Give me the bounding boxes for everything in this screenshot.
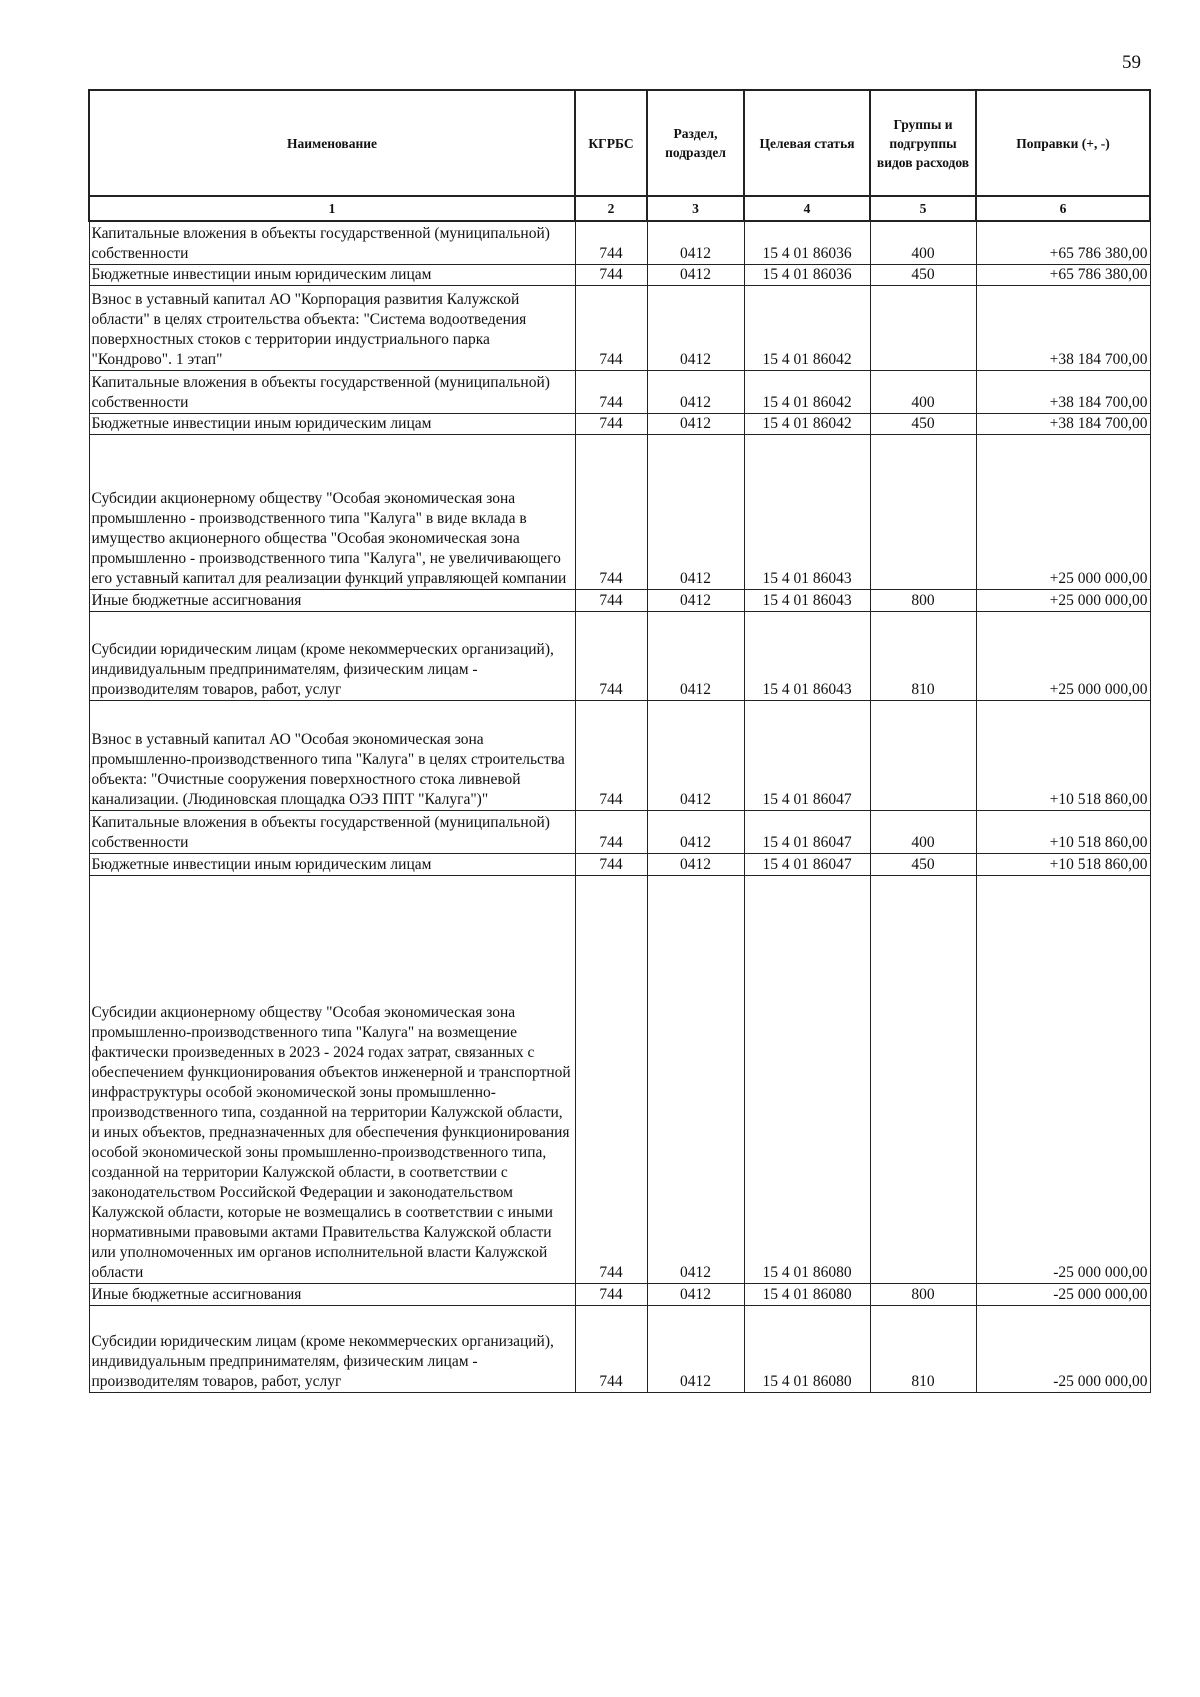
cell-amount: +65 786 380,00	[976, 221, 1150, 264]
cell-kgrbs: 744	[575, 264, 647, 285]
cell-name: Взнос в уставный капитал АО "Корпорация развития Калужской области" в целях строительства объекта: "Система водоотведения поверхностных стоков с территории индустриального парка "Кондрово". 1 этап"	[89, 285, 575, 370]
table-row	[89, 285, 1150, 370]
cell-amount: +10 518 860,00	[976, 853, 1150, 875]
cell-amount: -25 000 000,00	[976, 875, 1150, 1283]
cell-name: Капитальные вложения в объекты государственной (муниципальной) собственности	[89, 370, 575, 413]
cell-section: 0412	[647, 221, 744, 264]
cell-group: 800	[870, 589, 976, 611]
budget-amendments-table	[88, 89, 1151, 1393]
cell-name: Бюджетные инвестиции иным юридическим лицам	[89, 853, 575, 875]
column-numbers-row	[89, 196, 1150, 221]
cell-group: 400	[870, 370, 976, 413]
cell-section: 0412	[647, 810, 744, 853]
cell-name: Капитальные вложения в объекты государственной (муниципальной) собственности	[89, 221, 575, 264]
cell-kgrbs: 744	[575, 221, 647, 264]
cell-target: 15 4 01 86042	[744, 413, 870, 434]
cell-target: 15 4 01 86042	[744, 370, 870, 413]
cell-amount: +65 786 380,00	[976, 264, 1150, 285]
cell-amount: -25 000 000,00	[976, 1305, 1150, 1392]
cell-target: 15 4 01 86043	[744, 589, 870, 611]
cell-section: 0412	[647, 413, 744, 434]
table-row	[89, 810, 1150, 853]
cell-target: 15 4 01 86036	[744, 221, 870, 264]
cell-kgrbs: 744	[575, 434, 647, 589]
cell-section: 0412	[647, 875, 744, 1283]
cell-name: Иные бюджетные ассигнования	[89, 1283, 575, 1305]
cell-name: Субсидии юридическим лицам (кроме некоммерческих организаций), индивидуальным предпринимателям, физическим лицам - производителям товаров, работ, услуг	[89, 1305, 575, 1392]
cell-group: 800	[870, 1283, 976, 1305]
table-row	[89, 264, 1150, 285]
cell-kgrbs: 744	[575, 611, 647, 700]
cell-amount: +38 184 700,00	[976, 285, 1150, 370]
column-number: 2	[575, 196, 647, 221]
cell-group: 450	[870, 853, 976, 875]
cell-kgrbs: 744	[575, 853, 647, 875]
cell-kgrbs: 744	[575, 1305, 647, 1392]
cell-kgrbs: 744	[575, 285, 647, 370]
cell-name: Иные бюджетные ассигнования	[89, 589, 575, 611]
table-row	[89, 875, 1150, 1283]
table-row	[89, 434, 1150, 589]
cell-target: 15 4 01 86043	[744, 434, 870, 589]
cell-section: 0412	[647, 264, 744, 285]
cell-amount: -25 000 000,00	[976, 1283, 1150, 1305]
column-number: 5	[870, 196, 976, 221]
cell-target: 15 4 01 86080	[744, 1305, 870, 1392]
cell-section: 0412	[647, 611, 744, 700]
cell-group: 810	[870, 611, 976, 700]
header-kgrbs: КГРБС	[575, 90, 647, 196]
cell-amount: +38 184 700,00	[976, 413, 1150, 434]
cell-group: 810	[870, 1305, 976, 1392]
table-row	[89, 1305, 1150, 1392]
cell-section: 0412	[647, 853, 744, 875]
cell-group: 400	[870, 810, 976, 853]
cell-amount: +25 000 000,00	[976, 434, 1150, 589]
cell-section: 0412	[647, 589, 744, 611]
table-row	[89, 589, 1150, 611]
cell-amount: +10 518 860,00	[976, 810, 1150, 853]
header-group: Группы и подгруппы видов расходов	[870, 90, 976, 196]
cell-group: 450	[870, 413, 976, 434]
cell-group	[870, 434, 976, 589]
table-row	[89, 853, 1150, 875]
cell-kgrbs: 744	[575, 413, 647, 434]
cell-section: 0412	[647, 1305, 744, 1392]
column-number: 4	[744, 196, 870, 221]
cell-section: 0412	[647, 370, 744, 413]
cell-target: 15 4 01 86047	[744, 810, 870, 853]
table-header-row	[89, 90, 1150, 196]
cell-name: Капитальные вложения в объекты государственной (муниципальной) собственности	[89, 810, 575, 853]
cell-name: Субсидии юридическим лицам (кроме некоммерческих организаций), индивидуальным предпринимателям, физическим лицам - производителям товаров, работ, услуг	[89, 611, 575, 700]
cell-group	[870, 285, 976, 370]
cell-target: 15 4 01 86080	[744, 875, 870, 1283]
cell-section: 0412	[647, 700, 744, 810]
cell-name: Субсидии акционерному обществу "Особая экономическая зона промышленно - производственного типа "Калуга" в виде вклада в имущество акционерного общества "Особая экономическая зона промышленно - производственного типа "Калуга", не увеличивающего его уставный капитал для реализации функций управляющей компании	[89, 434, 575, 589]
cell-kgrbs: 744	[575, 810, 647, 853]
cell-amount: +38 184 700,00	[976, 370, 1150, 413]
cell-group: 400	[870, 221, 976, 264]
table-row	[89, 221, 1150, 264]
column-number: 1	[89, 196, 575, 221]
table-row	[89, 611, 1150, 700]
cell-name: Взнос в уставный капитал АО "Особая экономическая зона промышленно-производственного типа "Калуга" в целях строительства объекта: "Очистные сооружения поверхностного стока ливневой канализации. (Людиновская площадка ОЭЗ ППТ "Калуга")"	[89, 700, 575, 810]
cell-name: Субсидии акционерному обществу "Особая экономическая зона промышленно-производственного типа "Калуга" на возмещение фактически произведенных в 2023 - 2024 годах затрат, связанных с обеспечением функционирования объектов инженерной и транспортной инфраструктуры особой экономической зоны промышленно-производственного типа, созданной на территории Калужской области, и иных объектов, предназначенных для обеспечения функционирования особой экономической зоны промышленно-производственного типа, созданной на территории Калужской области, в соответствии с законодательством Российской Федерации и законодательством Калужской области, которые не возмещались в соответствии с иными нормативными правовыми актами Правительства Калужской области или уполномоченных им органов исполнительной власти Калужской области	[89, 875, 575, 1283]
cell-target: 15 4 01 86036	[744, 264, 870, 285]
cell-target: 15 4 01 86080	[744, 1283, 870, 1305]
column-number: 6	[976, 196, 1150, 221]
cell-target: 15 4 01 86047	[744, 700, 870, 810]
header-amount: Поправки (+, -)	[976, 90, 1150, 196]
cell-section: 0412	[647, 1283, 744, 1305]
cell-amount: +25 000 000,00	[976, 589, 1150, 611]
cell-amount: +10 518 860,00	[976, 700, 1150, 810]
cell-kgrbs: 744	[575, 1283, 647, 1305]
cell-section: 0412	[647, 285, 744, 370]
cell-kgrbs: 744	[575, 875, 647, 1283]
header-section: Раздел, подраздел	[647, 90, 744, 196]
cell-name: Бюджетные инвестиции иным юридическим лицам	[89, 264, 575, 285]
cell-section: 0412	[647, 434, 744, 589]
cell-group	[870, 700, 976, 810]
cell-target: 15 4 01 86042	[744, 285, 870, 370]
table-row	[89, 1283, 1150, 1305]
cell-kgrbs: 744	[575, 700, 647, 810]
cell-kgrbs: 744	[575, 370, 647, 413]
cell-group	[870, 875, 976, 1283]
cell-kgrbs: 744	[575, 589, 647, 611]
table-row	[89, 413, 1150, 434]
cell-target: 15 4 01 86043	[744, 611, 870, 700]
cell-target: 15 4 01 86047	[744, 853, 870, 875]
header-target: Целевая статья	[744, 90, 870, 196]
column-number: 3	[647, 196, 744, 221]
page-number: 59	[1122, 52, 1141, 73]
table-row	[89, 700, 1150, 810]
cell-name: Бюджетные инвестиции иным юридическим лицам	[89, 413, 575, 434]
cell-amount: +25 000 000,00	[976, 611, 1150, 700]
header-name: Наименование	[89, 90, 575, 196]
table-row	[89, 370, 1150, 413]
cell-group: 450	[870, 264, 976, 285]
